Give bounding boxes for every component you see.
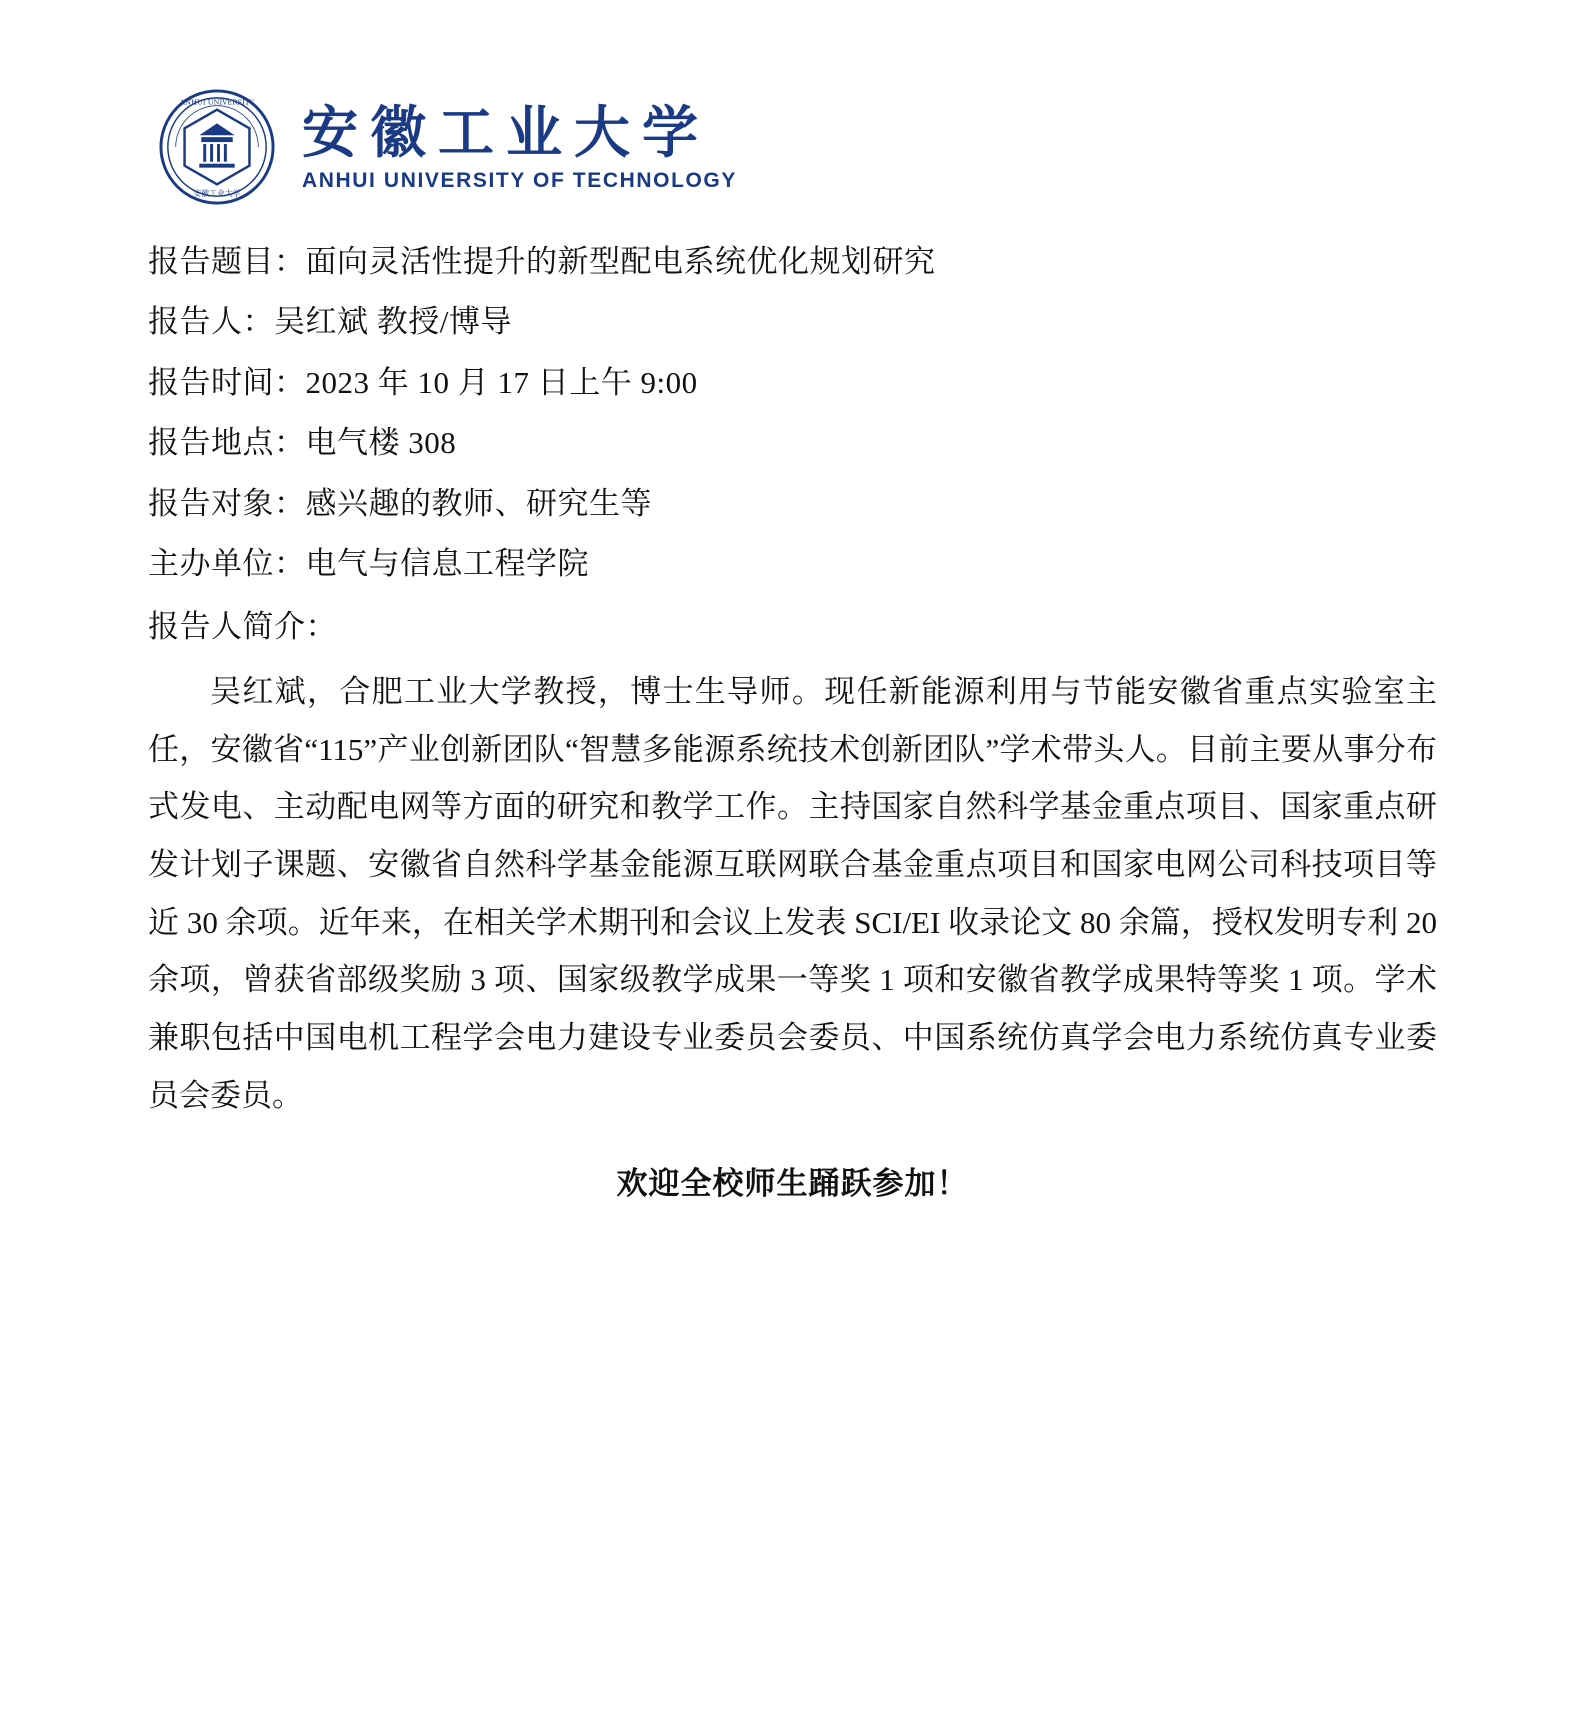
university-masthead (158, 88, 1437, 206)
field-label: 报告对象： (148, 485, 306, 521)
field-label: 报告时间： (148, 364, 306, 400)
university-wordmark (302, 102, 737, 192)
field-audience (148, 474, 1437, 534)
field-label: 主办单位： (148, 546, 306, 582)
field-label: 报告题目： (148, 244, 306, 279)
field-organizer (148, 534, 1437, 594)
field-label: 报告人： (148, 304, 274, 340)
field-label: 报告地点： (148, 425, 306, 461)
field-report-title (148, 232, 1437, 292)
svg-text:ANHUI UNIVERSITY: ANHUI UNIVERSITY (180, 98, 254, 107)
svg-text:安徽工业大学: 安徽工业大学 (193, 189, 241, 199)
field-value: 面向灵活性提升的新型配电系统优化规划研究 (305, 244, 936, 279)
speaker-bio-text: 吴红斌，合肥工业大学教授，博士生导师。现任新能源利用与节能安徽省重点实验室主任，安徽省“115”产业创新团队“智慧多能源系统技术创新团队”学术带头人。目前主要从事分布式发电、主动配电网等方面的研究和教学工作。主持国家自然科学基金重点项目、国家重点研发计划子课题、安徽省自然科学基金能源互联网联合基金重点项目和国家电网公司科技项目等近 30 余项。近年来，在相关学术期刊和会议上发表 SCI/EI 收录论文 80 余篇，授权发明专利 20 余项，曾获省部级奖励 3 项、国家级教学成果一等奖 1 项和安徽省教学成果特等奖 1 项。学术兼职包括中国电机工程学会电力建设专业委员会委员、中国系统仿真学会电力系统仿真专业委员会委员。 (148, 674, 1437, 1113)
closing-invitation: 欢迎全校师生踊跃参加！ (616, 1166, 969, 1202)
field-value: 电气楼 308 (305, 425, 457, 461)
university-crest-icon (158, 88, 276, 206)
university-name-en: ANHUI UNIVERSITY OF TECHNOLOGY (302, 168, 737, 192)
field-value: 感兴趣的教师、研究生等 (305, 485, 652, 521)
university-name-cn: 安徽工业大学 (302, 100, 710, 167)
field-time (148, 353, 1437, 413)
speaker-bio-heading: 报告人简介： (148, 608, 337, 644)
field-speaker (148, 292, 1437, 352)
field-location (148, 413, 1437, 473)
field-value: 2023 年 10 月 17 日上午 9:00 (305, 364, 698, 400)
field-value: 吴红斌 教授/博导 (274, 304, 512, 340)
field-value: 电气与信息工程学院 (305, 546, 589, 582)
